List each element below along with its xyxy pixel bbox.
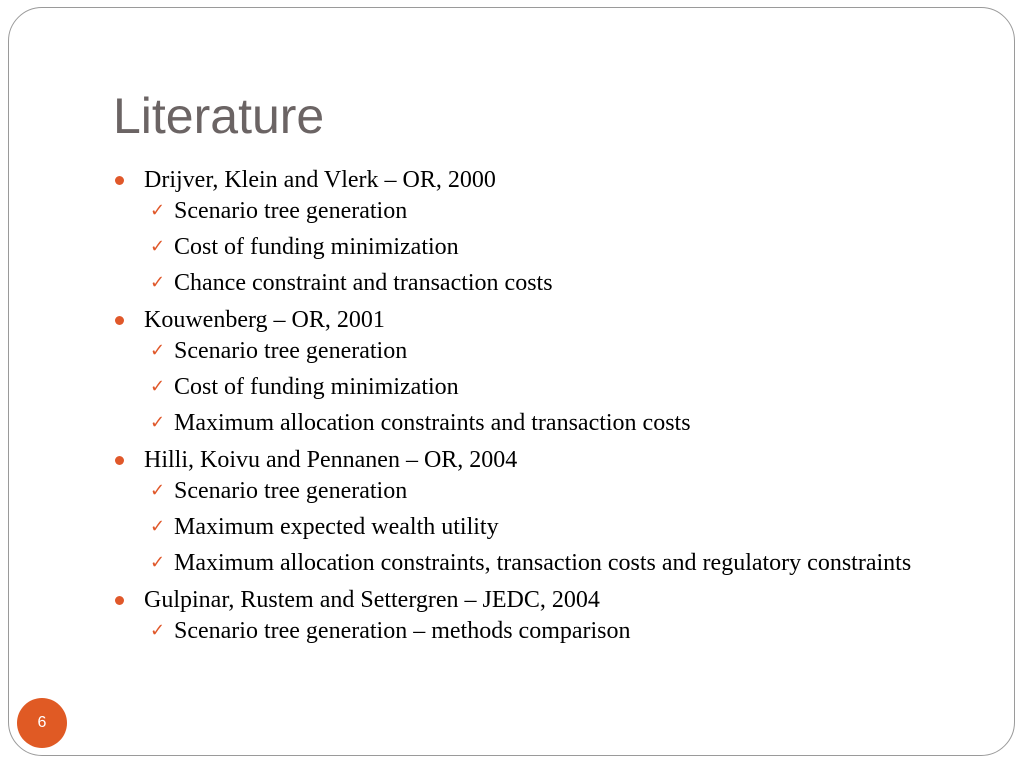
point-text: Scenario tree generation – methods comparison [174,618,631,644]
point-item [150,232,932,262]
bullet-icon [115,176,124,185]
point-text: Maximum allocation constraints and transaction costs [174,410,691,436]
literature-entry [112,444,932,578]
point-item [150,616,932,646]
point-item [150,336,932,366]
point-text: Chance constraint and transaction costs [174,270,553,296]
point-item [150,268,932,298]
entry-citation: Kouwenberg – OR, 2001 [144,307,385,333]
entry-line [112,584,932,616]
entry-line [112,304,932,336]
literature-entry [112,584,932,646]
bullet-icon [115,596,124,605]
checkmark-icon: ✓ [150,272,166,293]
entry-citation: Hilli, Koivu and Pennanen – OR, 2004 [144,447,518,473]
point-item [150,512,932,542]
entry-points [112,196,932,298]
bullet-icon [115,456,124,465]
checkmark-icon: ✓ [150,620,166,641]
point-text: Scenario tree generation [174,198,408,224]
slide-title: Literature [113,88,325,144]
point-text: Maximum expected wealth utility [174,514,499,540]
checkmark-icon: ✓ [150,200,166,221]
point-item [150,408,932,438]
page-number-badge: 6 [17,698,67,748]
point-item [150,372,932,402]
checkmark-icon: ✓ [150,412,166,433]
checkmark-icon: ✓ [150,340,166,361]
checkmark-icon: ✓ [150,236,166,257]
point-text: Maximum allocation constraints, transaction costs and regulatory constraints [174,550,912,576]
checkmark-icon: ✓ [150,480,166,501]
entry-line [112,444,932,476]
entry-points [112,476,932,578]
checkmark-icon: ✓ [150,516,166,537]
literature-list [112,164,932,652]
bullet-icon [115,316,124,325]
point-item [150,548,932,578]
literature-entry [112,164,932,298]
point-text: Scenario tree generation [174,338,408,364]
point-text: Scenario tree generation [174,478,408,504]
point-text: Cost of funding minimization [174,234,459,260]
entry-line [112,164,932,196]
checkmark-icon: ✓ [150,376,166,397]
entry-points [112,616,932,646]
checkmark-icon: ✓ [150,552,166,573]
entry-points [112,336,932,438]
point-text: Cost of funding minimization [174,374,459,400]
point-item [150,196,932,226]
literature-entry [112,304,932,438]
entry-citation: Drijver, Klein and Vlerk – OR, 2000 [144,167,496,193]
entry-citation: Gulpinar, Rustem and Settergren – JEDC, 2004 [144,587,600,613]
point-item [150,476,932,506]
